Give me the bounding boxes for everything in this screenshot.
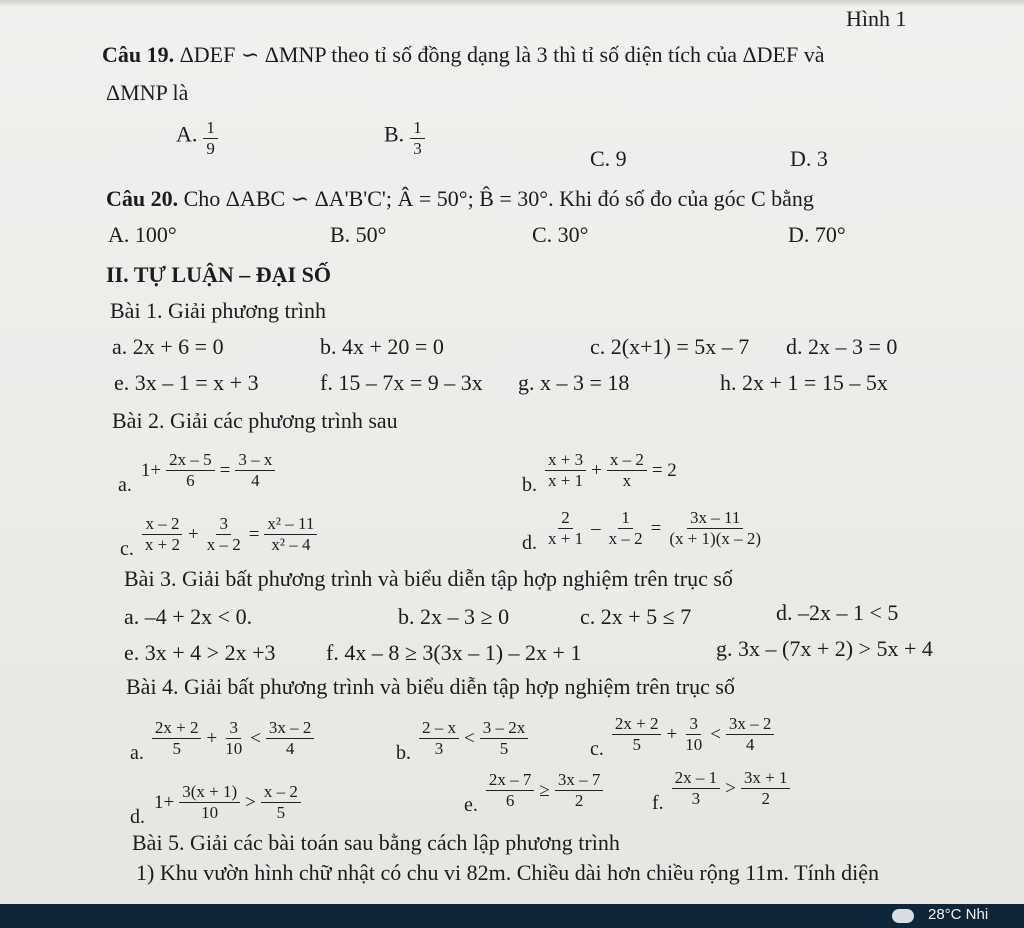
q20-option-b: B. 50° [330, 222, 387, 247]
bai3-a: a. –4 + 2x < 0. [124, 604, 253, 629]
question-19-text: ΔDEF ∽ ΔMNP theo tỉ số đồng dạng là 3 thì tỉ số diện tích của ΔDEF và [179, 42, 825, 67]
bai3-c: c. 2x + 5 ≤ 7 [580, 604, 692, 629]
bai1-b: b. 4x + 20 = 0 [320, 334, 444, 359]
q19-option-c: C. 9 [590, 146, 627, 171]
bai1-h: h. 2x + 1 = 15 – 5x [720, 370, 888, 395]
bai1-title: Bài 1. Giải phương trình [110, 298, 327, 323]
section-2-title: II. TỰ LUẬN – ĐẠI SỐ [106, 262, 331, 287]
fraction: $\frac{1}{9}$ [203, 118, 218, 158]
question-20-text: Cho ΔABC ∽ ΔA'B'C'; Â = 50°; B̂ = 30°. Khi đó số đo của góc C bằng [183, 186, 814, 211]
question-19-line2: ΔMNP là [106, 80, 189, 105]
bai1-g: g. x – 3 = 18 [518, 370, 630, 395]
question-19-title: Câu 19. [102, 42, 175, 67]
bai3-title: Bài 3. Giải bất phương trình và biểu diễn tập hợp nghiệm trên trục số [124, 566, 733, 591]
bai2-a: a. 1+ $\frac{2x - 5}{6}$ = $\frac{3 - x}{4}$ [118, 444, 277, 497]
question-20-title: Câu 20. [106, 186, 179, 211]
bai4-d: d. 1+ $\frac{3(x + 1)}{10}$ > $\frac{x - 2}{5}$ [130, 776, 303, 829]
bai2-b: b. $\frac{x + 3}{x + 1}$ + $\frac{x - 2}{x}$ = 2 [522, 450, 677, 496]
bai4-e: e. $\frac{2x - 7}{6}$ ≥ $\frac{3x - 7}{2}$ [464, 764, 605, 817]
bai1-f: f. 15 – 7x = 9 – 3x [320, 370, 483, 395]
bai1-d: d. 2x – 3 = 0 [786, 334, 898, 359]
bai2-title: Bài 2. Giải các phương trình sau [112, 408, 398, 433]
bai1-a: a. 2x + 6 = 0 [112, 334, 224, 359]
question-20-line [106, 186, 814, 212]
bai4-title: Bài 4. Giải bất phương trình và biểu diễn tập hợp nghiệm trên trục số [126, 674, 735, 699]
q19-option-b: B. $\frac{1}{3}$ [384, 118, 427, 158]
weather-widget[interactable]: 28°C Nhi [928, 906, 989, 923]
bai1-e: e. 3x – 1 = x + 3 [114, 370, 259, 395]
bai3-b: b. 2x – 3 ≥ 0 [398, 604, 510, 629]
question-19-line1 [102, 42, 824, 68]
bai1-c: c. 2(x+1) = 5x – 7 [590, 334, 750, 359]
bai4-a: a. $\frac{2x + 2}{5}$ + $\frac{3}{10}$ < $\frac{3x - 2}{4}$ [130, 712, 316, 765]
bai4-b: b. $\frac{2 - x}{3}$ < $\frac{3 - 2x}{5}$ [396, 712, 530, 765]
q20-option-d: D. 70° [788, 222, 846, 247]
q19-option-a: A. $\frac{1}{9}$ [176, 118, 220, 158]
bai3-g: g. 3x – (7x + 2) > 5x + 4 [716, 636, 933, 661]
bai5-problem-1: 1) Khu vườn hình chữ nhật có chu vi 82m. Chiều dài hơn chiều rộng 11m. Tính diện [136, 860, 880, 885]
bai3-f: f. 4x – 8 ≥ 3(3x – 1) – 2x + 1 [326, 640, 582, 665]
bai3-d: d. –2x – 1 < 5 [776, 600, 899, 625]
bai4-f: f. $\frac{2x - 1}{3}$ > $\frac{3x + 1}{2}$ [652, 762, 792, 815]
bai3-e: e. 3x + 4 > 2x +3 [124, 640, 276, 665]
bai4-c: c. $\frac{2x + 2}{5}$ + $\frac{3}{10}$ < $\frac{3x - 2}{4}$ [590, 708, 776, 761]
bai5-title: Bài 5. Giải các bài toán sau bằng cách lập phương trình [132, 830, 620, 855]
q20-option-a: A. 100° [108, 222, 177, 247]
figure-label: Hình 1 [846, 6, 907, 31]
taskbar [0, 904, 1024, 928]
bai2-c: c. $\frac{x - 2}{x + 2}$ + $\frac{3}{x - 2}$ = $\frac{\text{x² – 11}}{\text{x² – 4}}$ [120, 508, 319, 561]
fraction: $\frac{1}{3}$ [410, 118, 425, 158]
q20-option-c: C. 30° [532, 222, 589, 247]
cloud-icon [892, 909, 914, 923]
q19-option-d: D. 3 [790, 146, 828, 171]
bai2-d: d. $\frac{2}{x + 1}$ – $\frac{1}{x - 2}$ = $\frac{3x - 11}{(x + 1)(x - 2)}$ [522, 508, 762, 554]
